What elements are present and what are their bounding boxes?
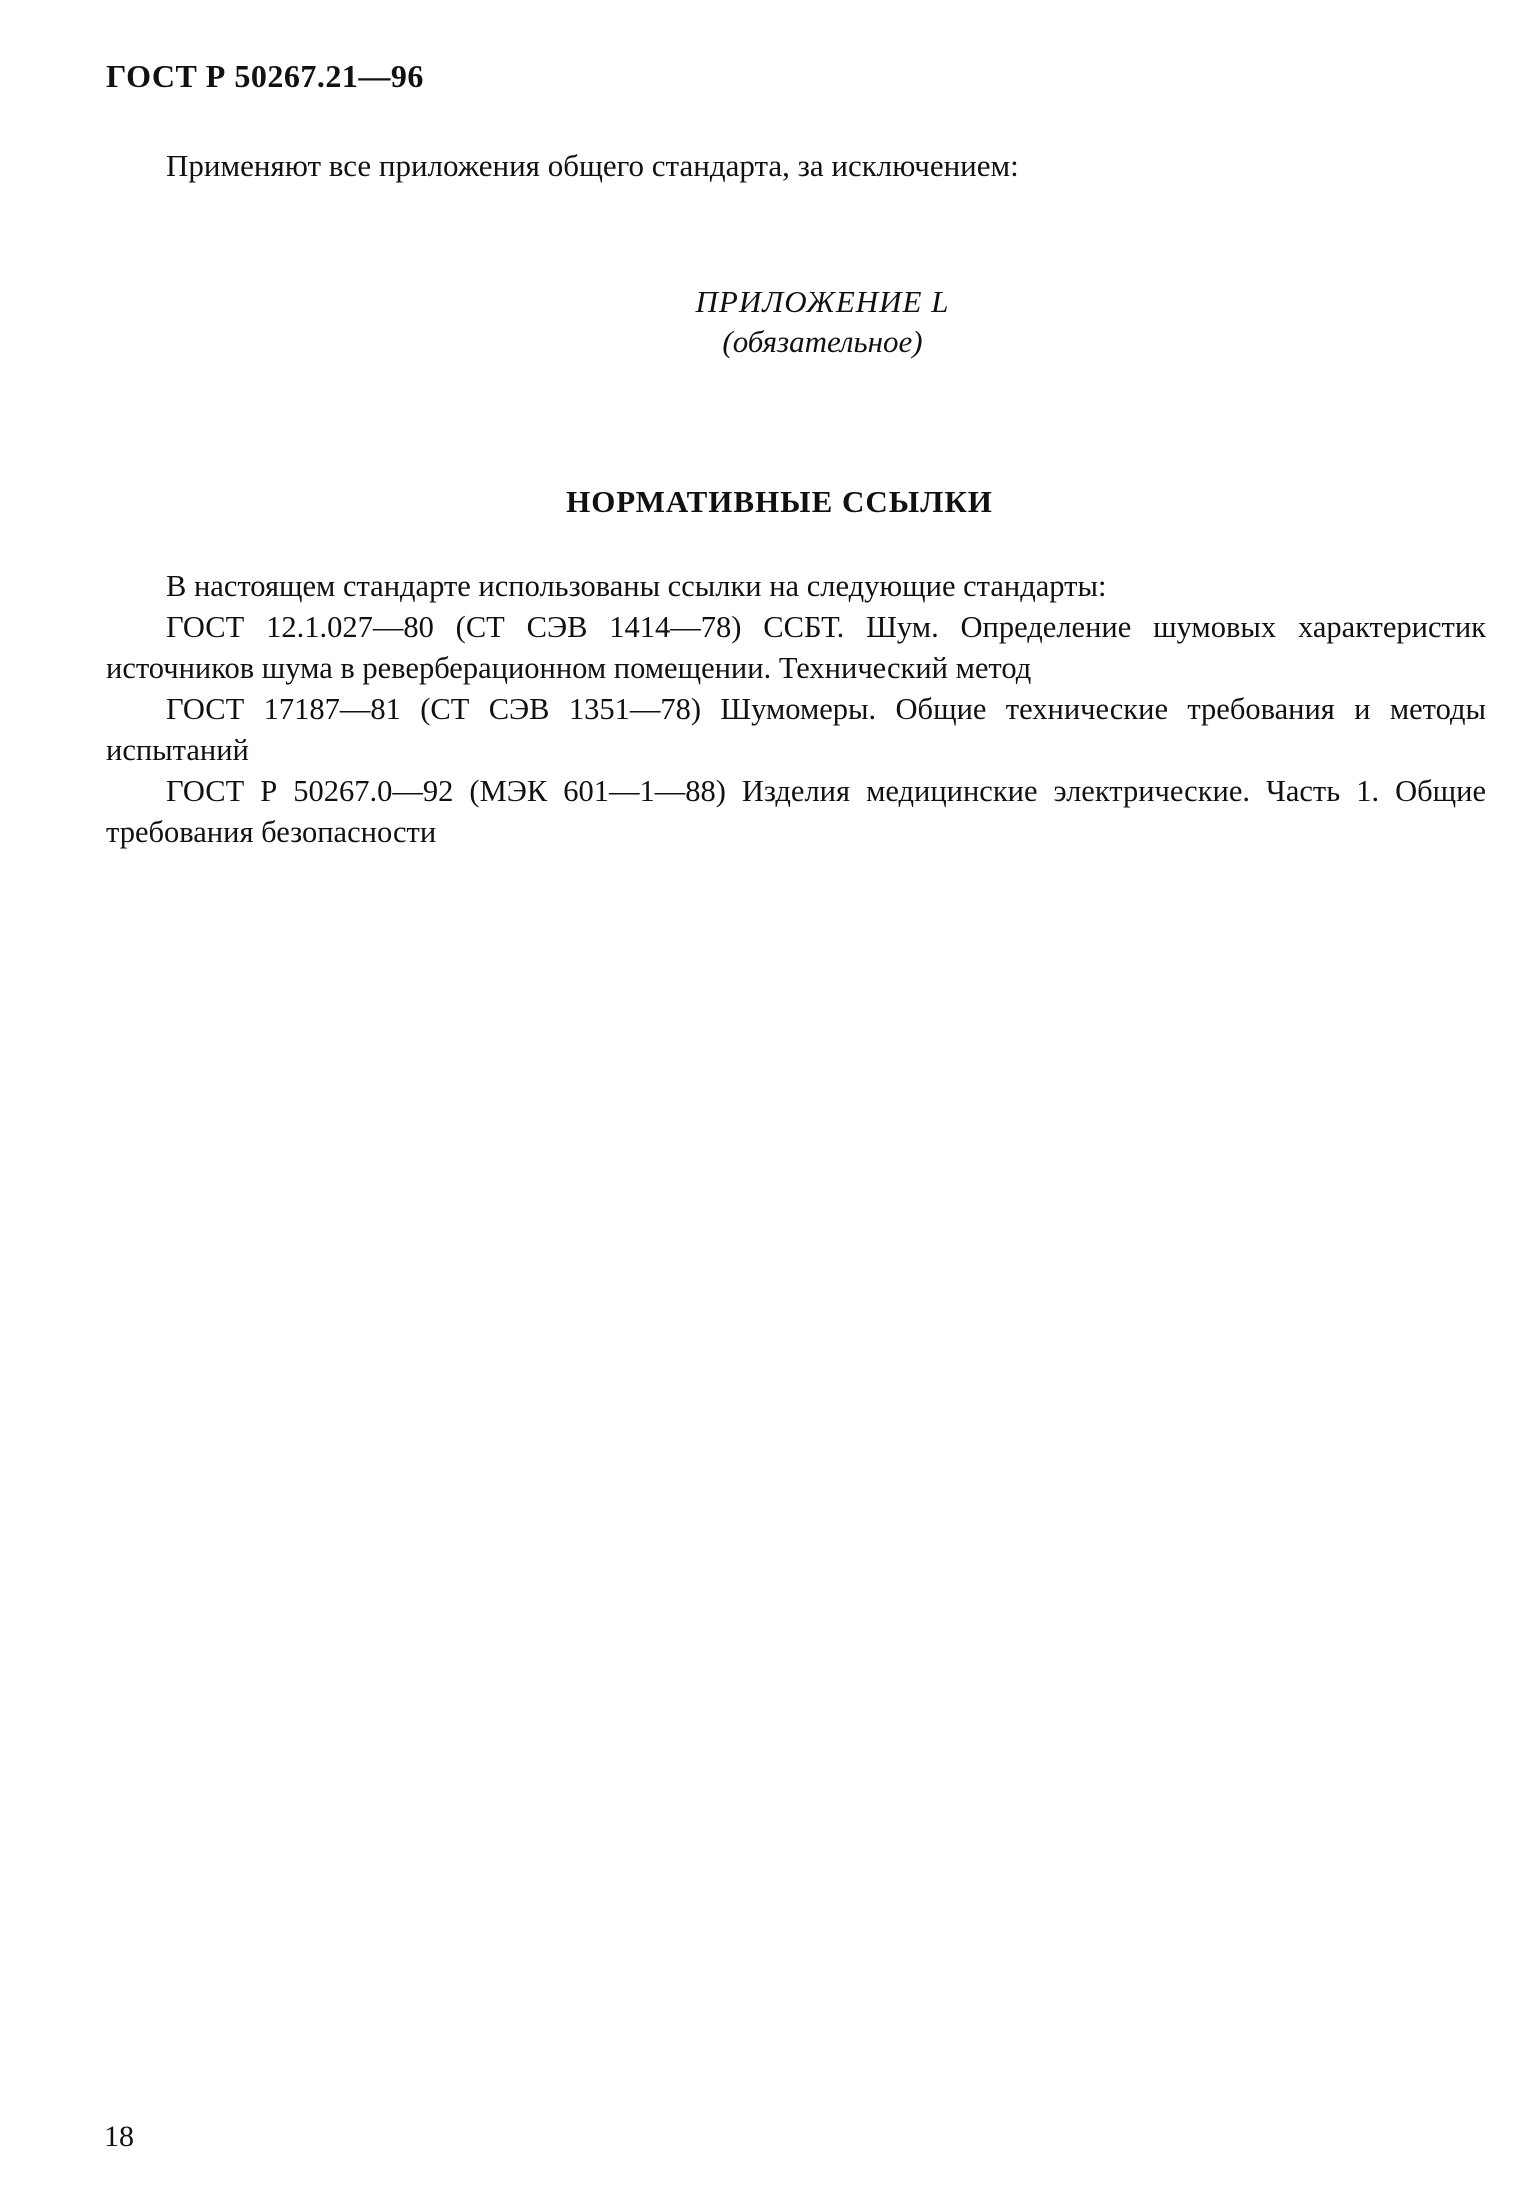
references-body [106, 566, 1486, 853]
appendix-heading-block [0, 282, 1519, 362]
document-code-header: ГОСТ Р 50267.21—96 [106, 58, 424, 94]
page-number: 18 [104, 2120, 134, 2153]
reference-paragraph: ГОСТ 17187—81 (СТ СЭВ 1351—78) Шумомеры. Общие технические требования и методы испытаний [106, 692, 1486, 767]
appendix-title: ПРИЛОЖЕНИЕ L [695, 284, 950, 319]
intro-sentence: Применяют все приложения общего стандарта, за исключением: [166, 148, 1019, 183]
references-intro-paragraph: В настоящем стандарте использованы ссылки на следующие стандарты: [166, 569, 1107, 603]
appendix-subtitle: (обязательное) [722, 324, 923, 359]
reference-paragraph: ГОСТ Р 50267.0—92 (МЭК 601—1—88) Изделия медицинские электрические. Часть 1. Общие требования безопасности [106, 774, 1486, 849]
section-heading: НОРМАТИВНЫЕ ССЫЛКИ [566, 484, 993, 519]
reference-paragraph: ГОСТ 12.1.027—80 (СТ СЭВ 1414—78) ССБТ. Шум. Определение шумовых характеристик источников шума в реверберационном помещении. Технический метод [106, 610, 1486, 685]
